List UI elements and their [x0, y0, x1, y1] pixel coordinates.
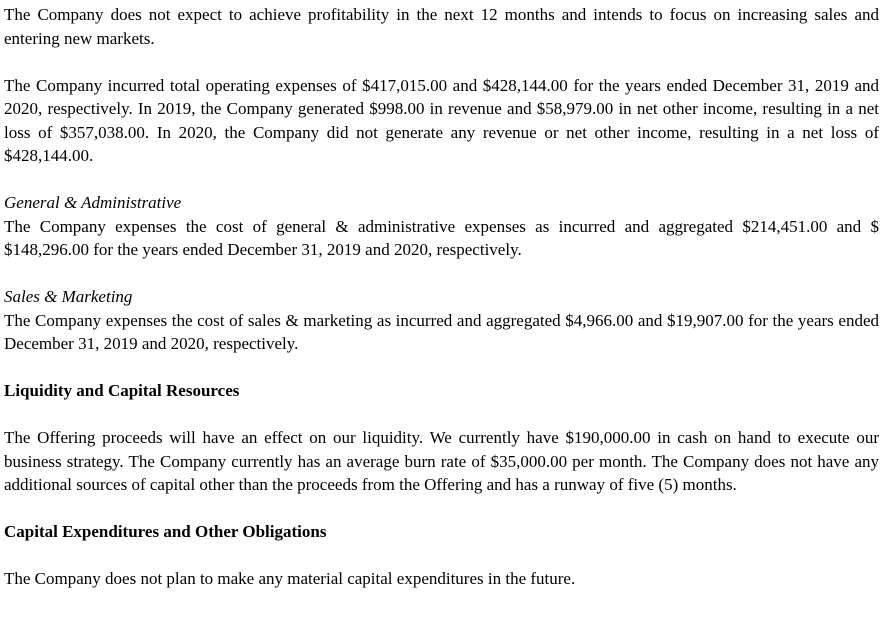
paragraph-sales-marketing: The Company expenses the cost of sales & marketing as incurred and aggregated $4,966.00 and $19,907.00 for the years ended December 31, 2019 and 2020, respectively.: [4, 310, 879, 353]
paragraph-profitability-outlook: The Company does not expect to achieve profitability in the next 12 months and intends to focus on increasing sales and entering new markets.: [4, 5, 879, 48]
paragraph-operating-expenses: The Company incurred total operating expenses of $417,015.00 and $428,144.00 for the years ended December 31, 2019 and 2020, respectively. In 2019, the Company generated $998.00 in revenue and $58,979.00 in net other income, resulting in a net loss of $357,038.00. In 2020, the Company did not generate any revenue or net other income, resulting in a net loss of $428,144.00.: [4, 75, 879, 165]
heading-sales-marketing: Sales & Marketing: [4, 287, 133, 306]
heading-general-administrative: General & Administrative: [4, 193, 182, 212]
paragraph-capital-expenditures: The Company does not plan to make any material capital expenditures in the future.: [4, 569, 576, 588]
heading-capital-expenditures-obligations: Capital Expenditures and Other Obligations: [4, 522, 327, 541]
paragraph-general-administrative: The Company expenses the cost of general & administrative expenses as incurred and aggregated $214,451.00 and $ $148,296.00 for the years ended December 31, 2019 and 2020, respectively.: [4, 216, 879, 259]
heading-liquidity-capital-resources: Liquidity and Capital Resources: [4, 381, 240, 400]
paragraph-liquidity: The Offering proceeds will have an effect on our liquidity. We currently have $190,000.00 in cash on hand to execute our business strategy. The Company currently has an average burn rate of $35,000.00 per month. The Company does not have any additional sources of capital other than the proceeds from the Offering and has a runway of five (5) months.: [4, 428, 879, 494]
